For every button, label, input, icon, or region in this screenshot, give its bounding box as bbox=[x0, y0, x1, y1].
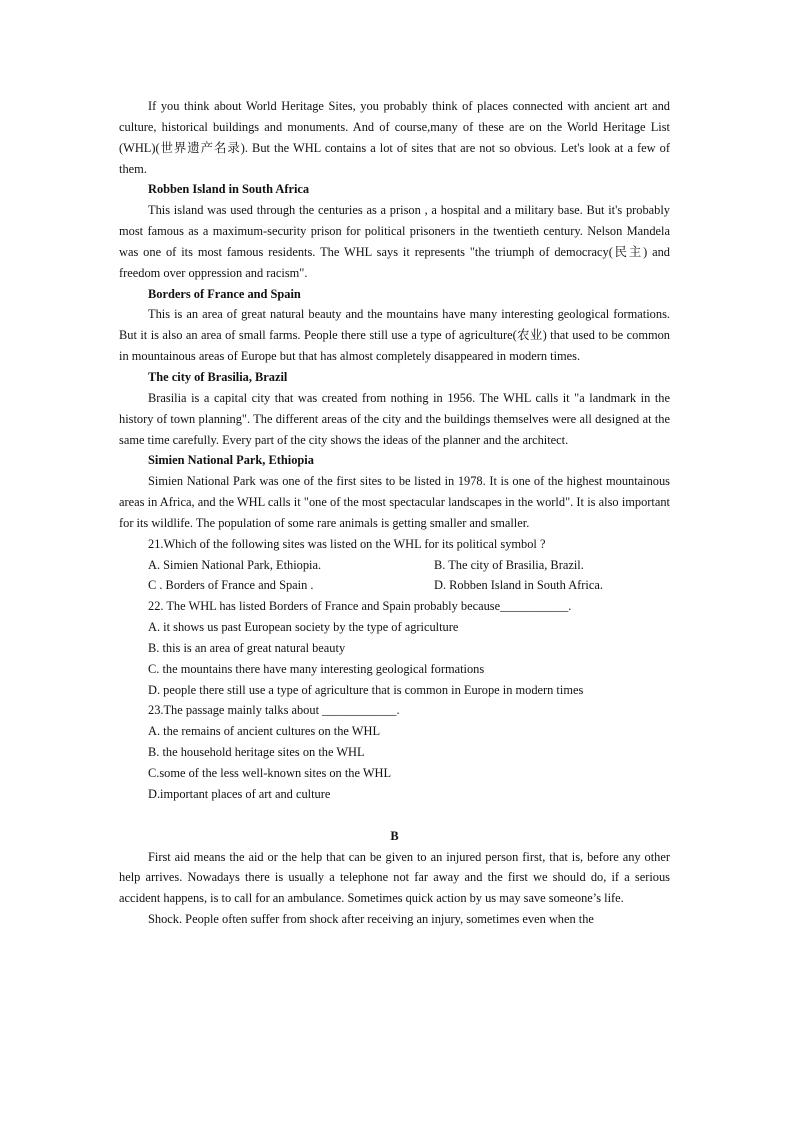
question-21-option-d: D. Robben Island in South Africa. bbox=[434, 578, 603, 593]
site-text-robben-island: This island was used through the centuries as a prison , a hospital and a military base. But it's probably most famous as a maximum-security prison for political prisoners in the twentieth century. Nelson Mandela was one of its most famous residents. The WHL says it represents "the triumph of democracy(民主) and freedom over oppression and racism". bbox=[119, 203, 670, 280]
site-heading-france-spain: Borders of France and Spain bbox=[148, 286, 301, 301]
section-spacer bbox=[119, 805, 670, 826]
question-21-option-b: B. The city of Brasilia, Brazil. bbox=[434, 557, 584, 572]
site-text-simien: Simien National Park was one of the first sites to be listed in 1978. It is one of the highest mountainous areas in Africa, and the WHL calls it "one of the most spectacular landscapes in the world". It is also important for its wildlife. The population of some rare animals is getting smaller and smaller. bbox=[119, 474, 670, 530]
question-22-option-b: B. this is an area of great natural beauty bbox=[148, 640, 346, 655]
passage-b-paragraph-2: Shock. People often suffer from shock after receiving an injury, sometimes even when the bbox=[148, 912, 594, 927]
question-21-options-row-1 bbox=[119, 555, 670, 576]
question-23-option-a: A. the remains of ancient cultures on the WHL bbox=[148, 724, 381, 739]
site-heading-brasilia: The city of Brasilia, Brazil bbox=[148, 369, 288, 384]
site-heading-robben-island: Robben Island in South Africa bbox=[148, 182, 310, 197]
question-21-option-a: A. Simien National Park, Ethiopia. bbox=[148, 557, 322, 572]
document-page bbox=[119, 96, 670, 930]
site-text-brasilia: Brasilia is a capital city that was created from nothing in 1956. The WHL calls it "a landmark in the history of town planning". The different areas of the city and the buildings themselves were all designed at the same time carefully. Every part of the city shows the ideas of the planner and the architect. bbox=[119, 390, 670, 447]
intro-paragraph: If you think about World Heritage Sites, you probably think of places connected with ancient art and culture, historical buildings and monuments. And of course,many of these are on the World Heritage List (WHL)(世界遗产名录). But the WHL contains a lot of sites that are not so obvious. Let's look at a few of them. bbox=[119, 99, 670, 176]
section-b-label: B bbox=[390, 828, 399, 843]
question-23-option-d: D.important places of art and culture bbox=[148, 786, 331, 801]
site-text-france-spain: This is an area of great natural beauty and the mountains have many interesting geological formations. But it is also an area of small farms. People there still use a type of agriculture(农业) that used to be common in mountainous areas of Europe but that has almost completely disappeared in modern times. bbox=[119, 307, 670, 364]
question-21-options-row-2 bbox=[119, 575, 670, 596]
question-21-option-c: C . Borders of France and Spain . bbox=[148, 578, 314, 593]
question-23-option-c: C.some of the less well-known sites on the WHL bbox=[148, 766, 392, 780]
passage-b-paragraph-1: First aid means the aid or the help that can be given to an injured person first, that is, before any other help arrives. Nowadays there is usually a telephone not far away and the first we should do, if a serious accident happens, is to call for an ambulance. Sometimes quick action by us may save someone’s life. bbox=[119, 849, 670, 906]
site-heading-simien: Simien National Park, Ethiopia bbox=[148, 453, 314, 468]
question-22-option-c: C. the mountains there have many interesting geological formations bbox=[148, 661, 485, 676]
question-23-option-b: B. the household heritage sites on the WHL bbox=[148, 745, 365, 760]
question-23-stem: 23.The passage mainly talks about ____________. bbox=[148, 703, 400, 718]
question-22-option-a: A. it shows us past European society by the type of agriculture bbox=[148, 620, 459, 635]
question-21-stem: 21.Which of the following sites was listed on the WHL for its political symbol ? bbox=[148, 536, 546, 551]
question-22-option-d: D. people there still use a type of agriculture that is common in Europe in modern times bbox=[148, 682, 584, 697]
question-22-stem: 22. The WHL has listed Borders of France and Spain probably because___________. bbox=[148, 599, 572, 614]
